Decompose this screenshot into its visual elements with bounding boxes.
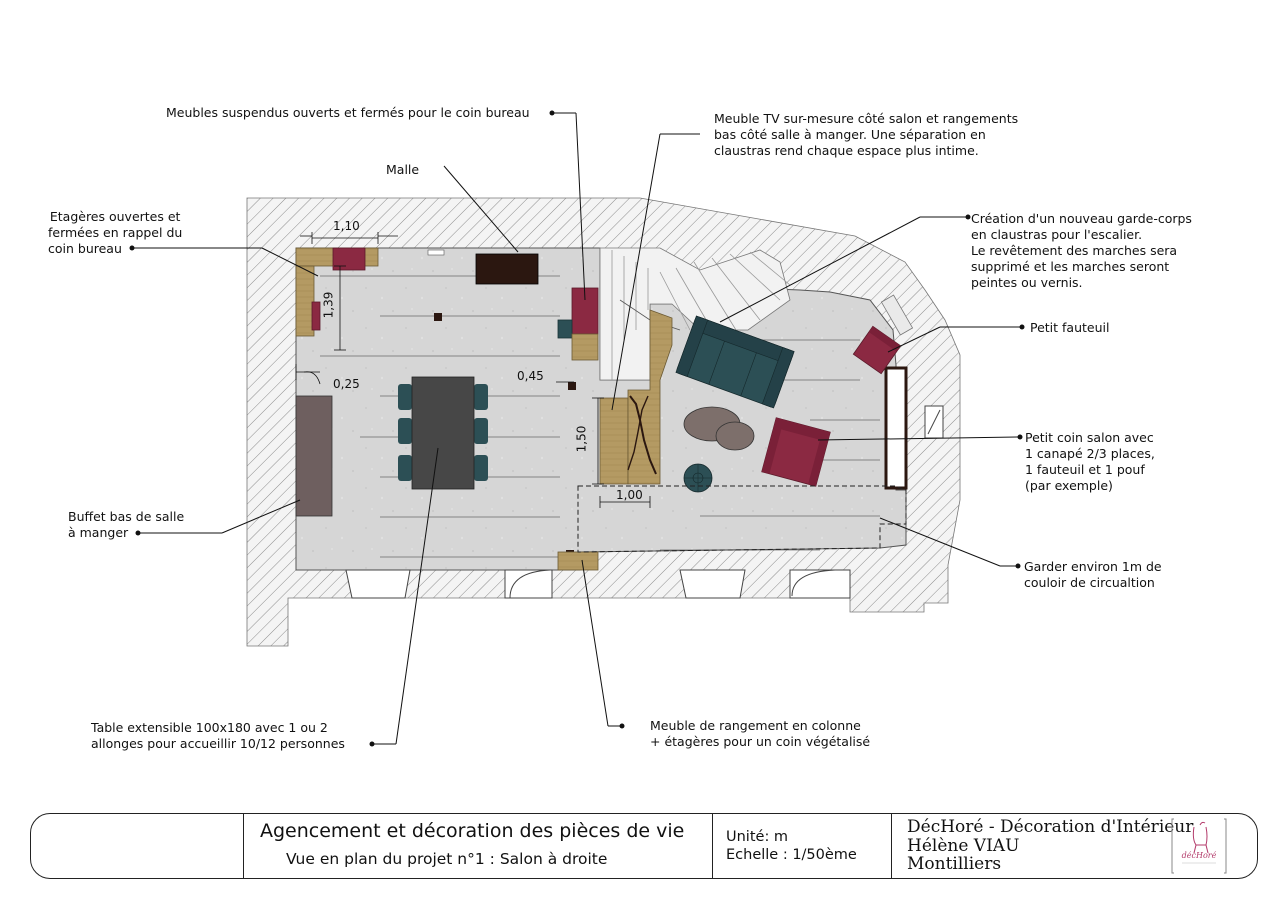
label-line: Etagères ouvertes et (49, 209, 181, 224)
label-tv-unit (714, 111, 1018, 159)
unit-label: Unité: m (726, 829, 789, 845)
label-small-armchair (1030, 320, 1109, 336)
label-line: 1 canapé 2/3 places, (1025, 446, 1155, 461)
logo-text: décHoré (1181, 851, 1217, 860)
post-tv (568, 382, 576, 390)
sideboard (296, 396, 332, 516)
scale-label: Echelle : 1/50ème (726, 847, 857, 863)
label-trunk (386, 162, 419, 178)
pouf (684, 464, 712, 492)
label-line: Meuble de rangement en colonne (650, 718, 861, 733)
dimension-025: 0,25 (333, 377, 360, 391)
label-line: à manger (68, 525, 129, 540)
label-line: en claustras pour l'escalier. (971, 227, 1143, 242)
label-line: Table extensible 100x180 avec 1 ou 2 (91, 720, 328, 735)
project-subtitle: Vue en plan du projet n°1 : Salon à droite (286, 850, 608, 868)
label-line: coin bureau (48, 241, 122, 256)
title-block-separator (891, 814, 892, 878)
label-column-storage (650, 718, 870, 750)
label-line: + étagères pour un coin végétalisé (650, 734, 871, 749)
label-line: (par exemple) (1025, 478, 1113, 493)
label-corridor (1024, 559, 1162, 591)
column-storage (558, 552, 598, 570)
label-line: Meuble TV sur-mesure côté salon et rangements (714, 111, 1019, 126)
label-line: Petit coin salon avec (1025, 430, 1154, 445)
city-name: Montilliers (907, 854, 1002, 874)
label-line: peintes ou vernis. (971, 275, 1083, 290)
dimension-045: 0,45 (517, 369, 544, 383)
label-table (91, 720, 345, 752)
dining-table (398, 377, 488, 489)
small-door-mark (428, 250, 444, 255)
label-line: allonges pour accueillir 10/12 personnes (91, 736, 345, 751)
dimension-150: 1,50 (574, 425, 589, 453)
label-line: Malle (386, 162, 420, 177)
title-block-separator (243, 814, 244, 878)
label-line: supprimé et les marches seront (971, 259, 1170, 274)
label-sideboard (68, 509, 184, 541)
label-line: Garder environ 1m de (1024, 559, 1162, 574)
label-line: fermées en rappel du (48, 225, 183, 240)
label-living-corner (1025, 430, 1155, 494)
label-line: Buffet bas de salle (68, 509, 185, 524)
label-line: claustras rend chaque espace plus intime. (714, 143, 979, 158)
dimension-139: 1,39 (321, 291, 336, 319)
post-center (434, 313, 442, 321)
label-line: Meubles suspendus ouverts et fermés pour le coin bureau (166, 105, 530, 120)
label-line: Création d'un nouveau garde-corps (971, 211, 1192, 226)
designer-name: Hélène VIAU (907, 836, 1020, 856)
coffee-table-2 (716, 422, 754, 450)
chair-icon (1193, 822, 1208, 853)
title-block-separator (712, 814, 713, 878)
label-line: 1 fauteuil et 1 pouf (1025, 462, 1145, 477)
dimension-110: 1,10 (333, 219, 360, 233)
label-hanging-furniture (166, 105, 530, 121)
dimension-100: 1,00 (616, 488, 643, 502)
label-railing (971, 211, 1192, 291)
label-line: Petit fauteuil (1030, 320, 1110, 335)
label-line: couloir de circualtion (1024, 575, 1155, 590)
label-shelves (48, 209, 182, 257)
trunk (476, 254, 538, 284)
project-title: Agencement et décoration des pièces de vie (260, 820, 685, 842)
company-name: DécHoré - Décoration d'Intérieur (907, 817, 1194, 837)
label-line: bas côté salle à manger. Une séparation en (714, 127, 986, 142)
dechore-logo (1170, 817, 1228, 875)
label-line: Le revêtement des marches sera (971, 243, 1178, 258)
